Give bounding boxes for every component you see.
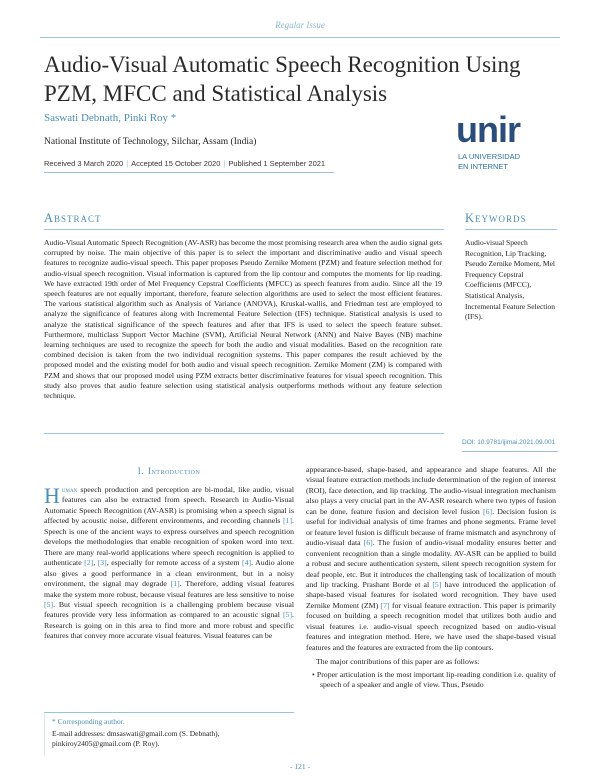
doi-rule: [462, 451, 558, 452]
doi-value[interactable]: 10.9781/ijimai.2021.09.001: [477, 439, 556, 446]
intro-text: . Audio alone also gives a good performance in a clean environment, but in a noisy environment, the signal may degrade: [44, 558, 294, 589]
citation-link[interactable]: [1]: [282, 516, 293, 526]
citation-link[interactable]: [5]: [282, 610, 293, 620]
issue-label: Regular Issue: [275, 20, 325, 30]
intro-text: . But visual speech recognition is a challenging problem because visual features provide very less information as compared to an acoustic signal: [44, 599, 294, 620]
citation-link[interactable]: [5]: [44, 599, 54, 609]
citation-link[interactable]: [6]: [482, 506, 493, 516]
intro-numeral: I.: [137, 466, 144, 476]
date-separator: |: [223, 159, 226, 168]
intro-text: . The fusion of audio-visual modality ensures better and convenient recognition than a single modality. AV-ASR can be applied to build a robust and secure authentication system, silent speech recognition system for deaf people, etc. But it introduces the challenging task of localization of mouth and lip tracking. Prashant Borde et al: [306, 538, 556, 589]
page-number: - 121 -: [290, 762, 310, 771]
published-date: Published 1 September 2021: [228, 159, 326, 168]
corresponding-label: * Corresponding author.: [52, 717, 125, 726]
drop-cap: H: [44, 483, 60, 508]
accepted-date: Accepted 15 October 2020: [131, 159, 221, 168]
contribution-bullet: • Proper articulation is the most important lip-reading condition i.e. quality of speech of a speaker and angle of view. Thus, Pseudo: [312, 669, 556, 690]
keywords-heading-rule: [465, 229, 557, 230]
citation-link[interactable]: [3]: [97, 558, 107, 568]
affiliation: National Institute of Technology, Silchar, Assam (India): [44, 137, 257, 147]
intro-right-column: [306, 465, 556, 691]
intro-text: speech production and perception are bi-modal, like audio, visual features can also be extracted from speech. Research in Audio-Visual Automatic Speech Recognition (AV-ASR) is promising when a speech signal is affected by acoustic noise, different environments, and recording channels: [44, 485, 294, 526]
citation-link[interactable]: [6]: [363, 538, 373, 548]
intro-text: appearance-based, shape-based, and appearance and shape features. All the visual feature extraction methods include determination of the region of interest (ROI), face detection, and lip tracking. The audio-visual integration mechanism also plays a very crucial part in the AV-ASR research where two types of fusion can be done, feature fusion and decision level fusion: [306, 465, 556, 516]
publication-dates: [44, 159, 325, 168]
authors: Saswati Debnath, Pinki Roy *: [44, 112, 177, 124]
intro-left-column: [44, 485, 294, 642]
citation-link[interactable]: [5]: [432, 579, 442, 589]
abstract-text: Audio-Visual Automatic Speech Recognition (AV-ASR) has become the most promising research area when the audio signal gets corrupted by noise. The main objective of this paper is to select the important and discriminative audio and visual speech features to recognize audio-visual speech. This paper proposes Pseudo Zernike Moment (PZM) and feature selection method for audio-visual speech recognition. Visual information is captured from the lip contour and computes the moments for lip reading. We have extracted 19th order of Mel Frequency Cepstral Coefficients (MFCC) as speech features from audio. Since all the 19 speech features are not equally important, therefore, feature selection algorithms are used to select the most efficient features. The various statistical algorithm such as Analysis of Variance (ANOVA), Kruskal-wallis, and Friedman test are employed to analyze the significance of features along with Incremental Feature Selection (IFS) technique. Statistical analysis is used to analyze the statistical significance of the speech features and after that IFS is used to select the speech feature subset. Furthermore, multiclass Support Vector Machine (SVM), Artificial Neural Network (ANN) and Naive Bayes (NB) machine learning techniques are used to recognize the speech for both the audio and visual modalities. Based on the recognition rate combined decision is taken from the two individual recognition systems. This paper compares the result achieved by the proposed model and the existing model for both audio and visual speech recognition. Zernike Moment (ZM) is compared with PZM and shows that our proposed model using PZM extracts better discriminative features for visual speech recognition. This study also proves that audio feature selection using statistical analysis outperforms methods without any feature selection technique.: [44, 238, 442, 401]
intro-text: have introduced the application of shape-based visual features for isolated word recognition. They have used Zernike Moment (ZM): [306, 579, 556, 610]
received-date: Received 3 March 2020: [44, 159, 124, 168]
unir-logo: unir: [456, 109, 520, 150]
keywords-heading: Keywords: [465, 211, 527, 225]
doi[interactable]: [462, 439, 555, 446]
intro-text: . Decision fusion is useful for individual analysis of time frames and phone segments. Frame level or feature level fusion is difficult because of frame mismatch and asynchrony of audio-visual data: [306, 506, 556, 548]
citation-link[interactable]: [2]: [84, 558, 94, 568]
intro-text: for visual feature extraction. This paper is primarily focused on building a speech recognition model that utilizes both audio and visual features i.e. audio-visual speech recognized based on audio-visual features and integration method. Here, we have used the shape-based visual features and the features are extracted from the lip contours.: [306, 600, 556, 652]
unir-logo-tagline: [458, 152, 548, 172]
keywords-text: Audio-visual Speech Recognition, Lip Tracking, Pseudo Zernike Moment, Mel Frequency Cepstral Coefficients (MFCC), Statistical Analysis, Incremental Feature Selection (IFS).: [465, 238, 555, 322]
citation-link[interactable]: [4]: [242, 558, 252, 568]
corresponding-emails: E-mail addresses: dmsaswati@gmail.com (S. Debnath), pinkiroy2405@gmail.com (P. Roy).: [52, 729, 220, 748]
intro-text: . Therefore, adding visual features make the system more robust, because visual features are less sensitive to noise: [44, 579, 294, 599]
doi-prefix: DOI:: [462, 439, 476, 446]
abstract-heading: Abstract: [44, 211, 102, 225]
paper-title: [44, 50, 544, 108]
corresponding-rule: [44, 712, 294, 713]
lead-word: uman: [61, 485, 78, 494]
title-line-1: Audio-Visual Automatic Speech Recognition Using: [44, 52, 521, 77]
intro-text: ,: [93, 558, 98, 568]
logo-tagline-line-2: EN INTERNET: [458, 162, 509, 171]
title-line-2: PZM, MFCC and Statistical Analysis: [44, 81, 388, 106]
intro-text: . Speech is one of the ancient ways to express ourselves and speech recognition develops the methodologies that enable recognition of spoken word into text. There are many real-world applications where speech recognition is applied to authenticate: [44, 516, 294, 568]
logo-tagline-line-1: LA UNIVERSIDAD: [458, 152, 521, 161]
intro-text: . Research is going on in this area to find more and more robust and specific features that convey more accurate visual features. Visual features can be: [44, 610, 294, 641]
abstract-heading-rule: [44, 229, 444, 230]
header-divider: [40, 37, 560, 38]
intro-title: Introduction: [147, 466, 201, 476]
abstract-bottom-rule: [44, 433, 444, 434]
citation-link[interactable]: [7]: [380, 600, 390, 610]
citation-link[interactable]: [1]: [170, 579, 180, 589]
date-separator: |: [126, 159, 129, 168]
contributions-intro: The major contributions of this paper are as follows:: [316, 657, 480, 667]
intro-text: , especially for remote access of a system: [106, 558, 243, 568]
dates-divider: [44, 172, 334, 173]
intro-heading: [44, 466, 294, 476]
